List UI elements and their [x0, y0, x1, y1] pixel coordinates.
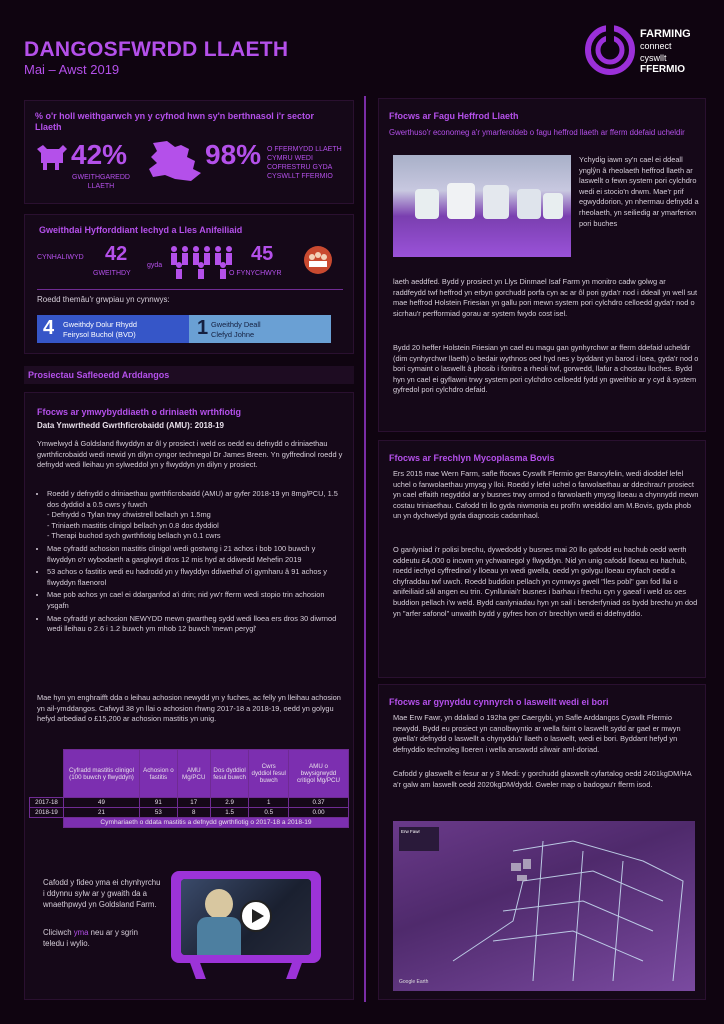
antibiotics-heading: Ffocws ar ymwybyddiaeth o driniaeth wrthfiotig — [37, 407, 242, 417]
theme-bvd-count: 4 — [43, 317, 55, 339]
workshops-label-held: CYNHALIWYD — [37, 254, 84, 261]
projects-heading-bar — [24, 366, 354, 384]
video-cta: Cliciwch yma neu ar y sgrin teledu i wylio. — [43, 928, 138, 948]
heifer-paragraph-1a: Ychydig iawn sy'n cael ei ddeall ynglŷn â rheolaeth heffrod llaeth ar laswellt o fewn system pori cylchdro wedi ei stocio'n drwm. Mae'r prif egwyddorion, yn nhermau defnydd a rheolaeth, yn seiliedig ar ymarferion pori buches — [579, 155, 699, 228]
mastitis-data-table — [29, 749, 349, 828]
table-cell: 21 — [64, 808, 140, 818]
theme-bvd-line2: Feirysol Buchol (BVD) — [63, 330, 136, 339]
bullet-clinical-mastitis: - Triniaeth mastitis clinigol bellach yn 0.8 dos dyddiol — [47, 520, 219, 530]
grass-paragraph-2: Cafodd y glaswellt ei fesur ar y 3 Medi: y gorchudd glaswellt cyfartalog oedd 2401kgDM/HA a'r galw am laswellt oedd 2020kgDM/dydd. Gweler map o badogau'r fferm isod. — [393, 769, 692, 789]
table-cell: 1 — [249, 798, 289, 808]
tv-leg-right — [286, 963, 302, 979]
presenter-figure — [205, 889, 233, 919]
projects-heading: Prosiectau Safleoedd Arddangos — [28, 370, 170, 380]
workshop-theme-bvd — [37, 315, 191, 343]
bullet-dry-cow: - Therapi buchod sych gwrthfiotig bellach yn 0.1 cwrs — [47, 531, 221, 541]
stat-98-label: O FFERMYDD LLAETH CYMRU WEDI COFRESTRU GYDA CYSWLLT FFERMIO — [267, 146, 342, 180]
antibiotics-outro: Mae hyn yn enghraifft dda o leihau achosion newydd yn y fuches, ac felly yn lleihau achosion yn ail-ymddangos. Cafwyd 38 yn llai o achosion rhwng 2017-18 a 2018-19, oedd yn golygu hefyd arbediad o £15,200 ar achosion mastitis yn unig. — [37, 693, 341, 724]
table-header: Cwrs dyddiol fesul buwch — [249, 750, 289, 798]
table-cell: 49 — [64, 798, 140, 808]
table-cell: 0.00 — [289, 808, 349, 818]
grass-heading: Ffocws ar gynyddu cynnyrch o laswellt wedi ei bori — [389, 697, 609, 707]
logo-text-connect: connect — [640, 41, 672, 51]
bullet-mastitis-rate: • Mae cyfradd achosion mastitis clinigol wedi gostwng i 21 achos i bob 100 buwch y flwyddyn o'r wybodaeth a gasglwyd dros 12 mis hyd at ddiwedd Mehefin 2019 — [47, 544, 343, 565]
theme-bvd-line1: Gweithdy Dolur Rhydd — [63, 320, 137, 329]
heifers-photo — [393, 155, 571, 257]
antibiotics-intro: Ymwelwyd â Goldsland flwyddyn ar ôl y prosiect i weld os oedd eu defnydd o driniaethau gwrthficrobaidd wedi newid yn dilyn cyngor technegol Dr James Breen. Yn gyffredinol roedd y defnydd wedi lleihau yn sylweddol yn y flwyddyn yn dilyn y prosiect. — [37, 439, 343, 470]
map-credit: Google Earth — [399, 979, 429, 985]
table-caption-row — [30, 818, 349, 828]
heifer-figure — [517, 189, 541, 219]
heifer-figure — [483, 185, 509, 219]
workshops-heading: Gweithdai Hyfforddiant Iechyd a Lles Anifeiliaid — [39, 225, 243, 235]
mycoplasma-paragraph-2: O ganlyniad i'r polisi brechu, dywedodd y busnes mai 20 llo gafodd eu hachub oedd werth oddeutu £4,000 o incwm yn ychwanegol y flwyddyn. Nid yn unig cafodd lloeau eu hachub, roedd iechyd cyffredinol y lloeau yn wedi gwella, oedd yn golygu lloeau cryfach oedd a chyfraddau twf uwch. Roedd buddion pellach yn cynnwys gwell "lles pobl" gan fod llai o anifeiliaid sâl angen eu trin. Cynlluniai'r busnes i barhau i frechu cyn y gaeaf i weld os oes buddion pellach i'w weld. Bydd canlyniadau hyn yn sail i benderfyniad os bydd brechu yn dod yn "arfer safonol" unwaith bydd y gyfres hon o'r brechlyn wedi ei ddefnyddio. — [393, 545, 698, 618]
tv-screen[interactable] — [181, 879, 311, 955]
workshops-with: gyda — [147, 262, 163, 269]
stat-98-percent: 98% — [205, 139, 262, 170]
heifer-heading: Ffocws ar Fagu Heffrod Llaeth — [389, 111, 519, 121]
logo-text-cyswllt: cyswllt — [640, 53, 667, 63]
tv-video-player[interactable] — [171, 871, 321, 983]
bullet-all-cases-treated: • Mae pob achos yn cael ei ddarganfod a'i drin; nid yw'r fferm wedi stopio trin achosion ysgafn — [47, 590, 343, 611]
bullet-amu-usage: • Roedd y defnydd o driniaethau gwrthficrobaidd (AMU) ar gyfer 2018-19 yn 8mg/PCU, 1.5 dos dyddiol a 0.5 cwrs y fuwch - Defnydd o Tylan trwy chwistrell bellach yn 1.5mg - Triniaeth mastitis clinigol bellach yn 0.8 dos dyddiol - Therapi buchod sych gwrthfiotig bellach yn 0.1 cwrs — [47, 489, 343, 542]
attendees-count: 45 — [251, 243, 274, 265]
heifer-subheading: Gwerthuso'r economeg a'r ymarferoldeb o fagu heffrod llaeth ar fferm ddefaid ucheldir — [389, 128, 685, 137]
heifer-paragraph-1b: laeth aeddfed. Bydd y prosiect yn Llys Dinmael Isaf Farm yn monitro cadw golwg ar raddfeydd twf heffrod yn erbyn gorchudd porfa cyn ac ar ôl pori gyda'r nod i ddeall yn well sut mae heffrod Holstein Friesian yn gallu pori mewn system pori cylchdro celloedd gyda'r nod o sicrhau'r perfformiad gorau ar system fwydo cost isel. — [393, 277, 698, 318]
theme-johnes-line1: Gweithdy Deall — [211, 320, 261, 329]
stats-panel — [24, 100, 354, 204]
heifer-figure — [543, 193, 563, 219]
table-cell: 17 — [177, 798, 210, 808]
workshops-divider — [37, 289, 343, 290]
table-header-row — [30, 750, 349, 798]
video-link[interactable]: yma — [73, 928, 89, 937]
page-subtitle: Mai – Awst 2019 — [24, 62, 120, 77]
table-cell: 53 — [140, 808, 178, 818]
table-header: Achosion o fastitis — [140, 750, 178, 798]
page-title: DANGOSFWRDD LLAETH — [24, 38, 289, 61]
table-header: Dos dyddiol fesul buwch — [210, 750, 249, 798]
people-icon — [169, 245, 235, 279]
workshops-count: 42 — [105, 243, 128, 265]
stats-heading: % o'r holl weithgarwch yn y cyfnod hwn sy'n berthnasol i'r sector Llaeth — [35, 111, 314, 132]
logo-text-farming: FARMING — [640, 28, 691, 40]
bullet-tylan: - Defnydd o Tylan trwy chwistrell bellach yn 1.5mg — [47, 510, 211, 520]
wales-map-icon — [145, 139, 205, 183]
table-row — [30, 798, 349, 808]
video-description: Cafodd y fideo yma ei chynhyrchu i ddynnu sylw ar y gwaith da a wnaethpwyd yn Goldsland Farm. — [43, 878, 161, 909]
mycoplasma-paragraph-1: Ers 2015 mae Wern Farm, safle ffocws Cyswllt Ffermio ger Bancyfelin, wedi dioddef lefel uchel o fanwolaethau ymysg y lloi. Roedd y lefel uchel o farwolaethau ar ddechrau'r prosiect yn cael effaith negyddol ar y busnes trwy ormod o farwolaeth ymysg lloeau a chynnydd mewn costau triniaethau. Cafodd tri llo gyda niwmonia eu profi'n wreiddiol am M.Bovis, gyda phob un yn dychwelyd gyda diagnosis cadarnhaol. — [393, 469, 699, 521]
antibiotics-subheading: Data Ymwrthedd Gwrthficrobaidd (AMU): 2018-19 — [37, 421, 224, 430]
table-header: AMU Mg/PCU — [177, 750, 210, 798]
table-row-label: 2017-18 — [30, 798, 64, 808]
table-cell: 91 — [140, 798, 178, 808]
table-cell: 1.5 — [210, 808, 249, 818]
theme-johnes-count: 1 — [197, 317, 209, 339]
stat-42-label: GWEITHGAREDD LLAETH — [72, 174, 130, 190]
map-legend — [399, 827, 439, 851]
table-cell: 8 — [177, 808, 210, 818]
farming-connect-logo[interactable] — [584, 24, 714, 84]
play-icon[interactable] — [239, 899, 273, 933]
logo-text-ffermio: FFERMIO — [640, 64, 685, 75]
group-icon — [303, 245, 333, 275]
logo-mark-icon — [584, 24, 636, 76]
map-legend-title: Erw Fawr — [401, 829, 420, 834]
antibiotics-panel — [24, 392, 354, 1000]
table-corner — [30, 750, 64, 798]
bullet-mastitis-cases: • 53 achos o fastitis wedi eu hadrodd yn y flwyddyn ddiwethaf o'i gymharu â 91 achos y flwyddyn flaenorol — [47, 567, 343, 588]
heifer-panel — [378, 98, 706, 432]
grass-paragraph-1: Mae Erw Fawr, yn ddaliad o 192ha ger Caergybi, yn Safle Arddangos Cyswllt Ffermio newydd. Bydd eu prosiect yn canolbwyntio ar wella faint o laswellt sydd ar gael er mwyn gwella'r defnydd o laswellt a chynyddu'r llaeth o laswellt, wedi ei bori. Byddant hefyd yn defnyddio technoleg lloeren i wella ansawdd silwair aml-doriad. — [393, 713, 681, 754]
column-divider — [364, 96, 366, 1002]
mycoplasma-panel — [378, 440, 706, 678]
table-caption: Cymhariaeth o ddata mastitis a defnydd gwrthfiotig o 2017-18 a 2018-19 — [64, 818, 349, 828]
workshops-label-unit: GWEITHDY — [93, 270, 131, 277]
table-header: Cyfradd mastitis clinigol (100 buwch y flwyddyn) — [64, 750, 140, 798]
table-row-label: 2018-19 — [30, 808, 64, 818]
theme-johnes-line2: Clefyd Johne — [211, 330, 255, 339]
table-cell: 0.5 — [249, 808, 289, 818]
mycoplasma-heading: Ffocws ar Frechlyn Mycoplasma Bovis — [389, 453, 555, 463]
cow-icon — [35, 143, 69, 171]
workshops-panel — [24, 214, 354, 354]
antibiotics-bullets — [37, 489, 343, 637]
presenter-body — [197, 917, 241, 955]
farm-paddock-map — [393, 821, 695, 991]
heifer-figure — [447, 183, 475, 219]
attendees-label: O FYNYCHWYR — [229, 270, 282, 277]
heifer-figure — [415, 189, 439, 219]
table-row — [30, 808, 349, 818]
workshops-themes-label: Roedd themâu'r grwpiau yn cynnwys: — [37, 295, 170, 304]
table-cell: 0.37 — [289, 798, 349, 808]
stat-42-percent: 42% — [71, 139, 128, 170]
tv-leg-left — [190, 963, 206, 979]
table-cell: 2.9 — [210, 798, 249, 808]
grass-panel — [378, 684, 706, 1000]
table-header: AMU o bwysigrwydd critigol Mg/PCU — [289, 750, 349, 798]
bullet-new-cases: • Mae cyfradd yr achosion NEWYDD mewn gwartheg sydd wedi lloea ers dros 30 diwrnod wedi lleihau o 2.6 i 1.2 buwch ym mhob 12 buwch 'mewn perygl' — [47, 614, 343, 635]
heifer-paragraph-2: Bydd 20 heffer Holstein Friesian yn cael eu magu gan gynhyrchwr ar fferm ddefaid ucheldir (dim cynhyrchwr llaeth) o bedair wythnos oed hyd nes y byddant yn barod i loea, gyda'r nod o bori cymaint o laswellt â phosib i fonitro a rheoli twf, gorwedd, llafur a chostau lloches. Bydd hyn yn cael ei gyflawni trwy system pori cylchdro celloedd fydd yn gweithio ar y cyd â system gyfredol pori cylchdro defaid. — [393, 343, 699, 395]
workshop-theme-johnes — [189, 315, 331, 343]
